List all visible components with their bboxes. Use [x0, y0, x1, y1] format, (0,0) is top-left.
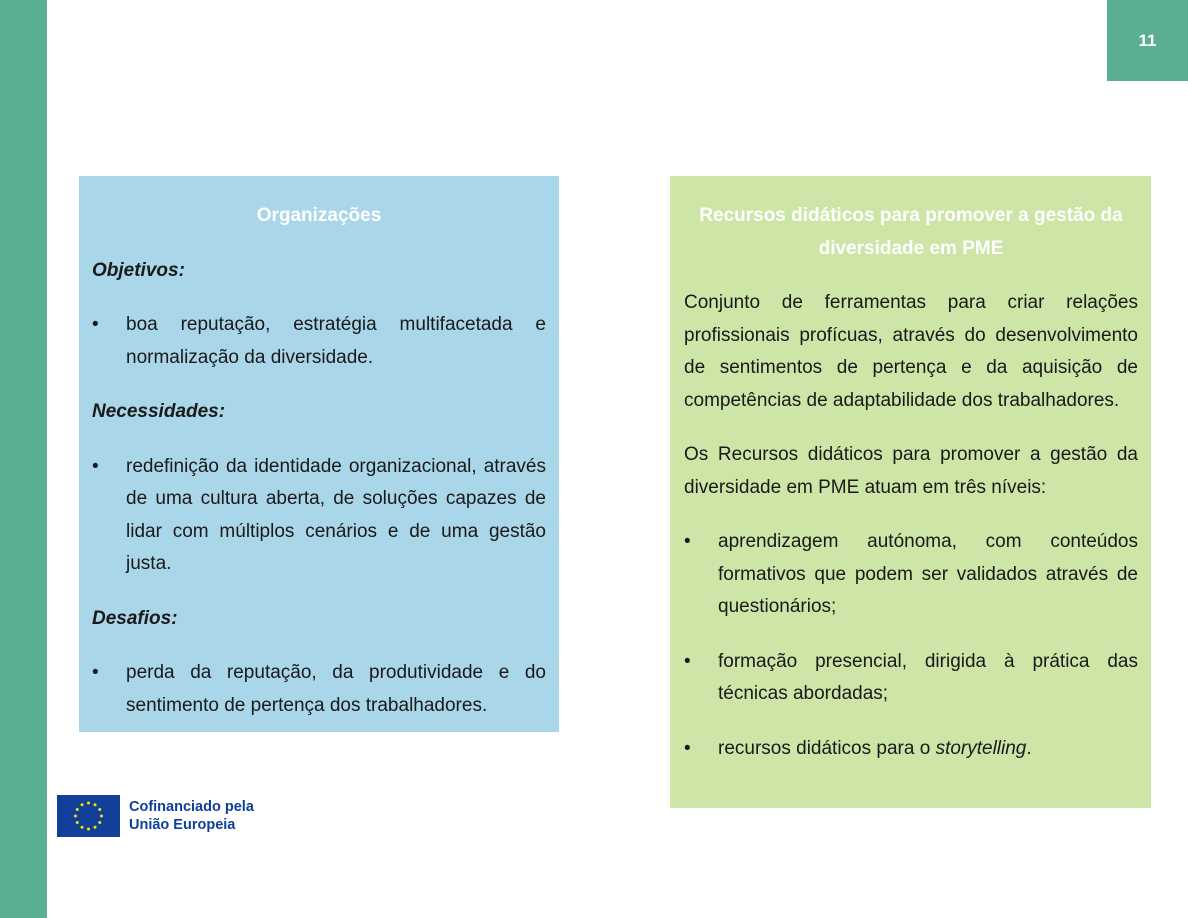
eu-star-icon	[98, 821, 101, 824]
eu-star-icon	[94, 803, 97, 806]
list-item-text-prefix: recursos didáticos para o	[718, 737, 936, 759]
challenges-heading: Desafios:	[92, 607, 178, 629]
bullet-icon: •	[684, 737, 691, 759]
list-item-text: aprendizagem autónoma, com conteúdos formativos que podem ser validados através de questionários;	[718, 531, 1138, 617]
organizations-card-title: Organizações	[256, 205, 382, 226]
list-item	[92, 451, 546, 581]
resources-intro-paragraph: Conjunto de ferramentas para criar relações profissionais profícuas, através do desenvolvimento de sentimentos de pertença e da aquisição de competências de adaptabilidade dos trabalhadores.	[684, 292, 1138, 411]
needs-heading: Necessidades:	[92, 401, 226, 422]
bullet-icon: •	[684, 531, 691, 552]
resources-card	[670, 176, 1151, 808]
eu-star-icon	[87, 828, 90, 831]
objectives-heading: Objetivos:	[92, 259, 185, 281]
eu-star-icon	[74, 815, 77, 818]
list-item-text: formação presencial, dirigida à prática das técnicas abordadas;	[718, 650, 1138, 704]
eu-logo-line1: Cofinanciado pela	[129, 799, 254, 815]
resources-card-title: Recursos didáticos para promover a gestão da diversidade em PME	[699, 205, 1123, 259]
eu-star-icon	[94, 826, 97, 829]
list-item-text-suffix: .	[1026, 737, 1032, 759]
eu-logo-text	[129, 798, 254, 834]
organizations-card	[79, 176, 559, 732]
list-item-text	[718, 738, 1032, 759]
eu-logo-line2: União Europeia	[129, 817, 236, 833]
levels-list	[684, 526, 1138, 765]
resources-levels-paragraph: Os Recursos didáticos para promover a gestão da diversidade em PME atuam em três níveis:	[684, 444, 1138, 498]
objectives-list	[92, 309, 546, 374]
eu-star-icon	[81, 803, 84, 806]
list-item-text: perda da reputação, da produtividade e do sentimento de pertença dos trabalhadores.	[126, 662, 546, 716]
challenges-list	[92, 657, 546, 722]
eu-star-icon	[100, 815, 103, 818]
list-item-text: boa reputação, estratégia multifacetada e normalização da diversidade.	[126, 314, 546, 368]
eu-flag-icon	[57, 795, 120, 837]
eu-star-icon	[76, 808, 79, 811]
list-item	[92, 657, 546, 722]
page-number: 11	[1107, 0, 1188, 81]
list-item	[684, 526, 1138, 624]
needs-list	[92, 451, 546, 581]
eu-cofunding-logo	[57, 795, 254, 837]
list-item	[684, 733, 1138, 766]
bullet-icon: •	[684, 650, 691, 672]
bullet-icon: •	[92, 314, 99, 335]
eu-star-icon	[98, 808, 101, 811]
eu-star-icon	[87, 802, 90, 805]
eu-star-icon	[76, 821, 79, 824]
list-item	[92, 309, 546, 374]
left-accent-bar	[0, 0, 47, 918]
bullet-icon: •	[92, 455, 99, 477]
bullet-icon: •	[92, 662, 99, 683]
storytelling-term: storytelling	[935, 737, 1027, 759]
eu-star-icon	[81, 826, 84, 829]
list-item	[684, 646, 1138, 711]
list-item-text: redefinição da identidade organizacional, através de uma cultura aberta, de soluções capazes de lidar com múltiplos cenários e de uma gestão justa.	[126, 455, 546, 574]
